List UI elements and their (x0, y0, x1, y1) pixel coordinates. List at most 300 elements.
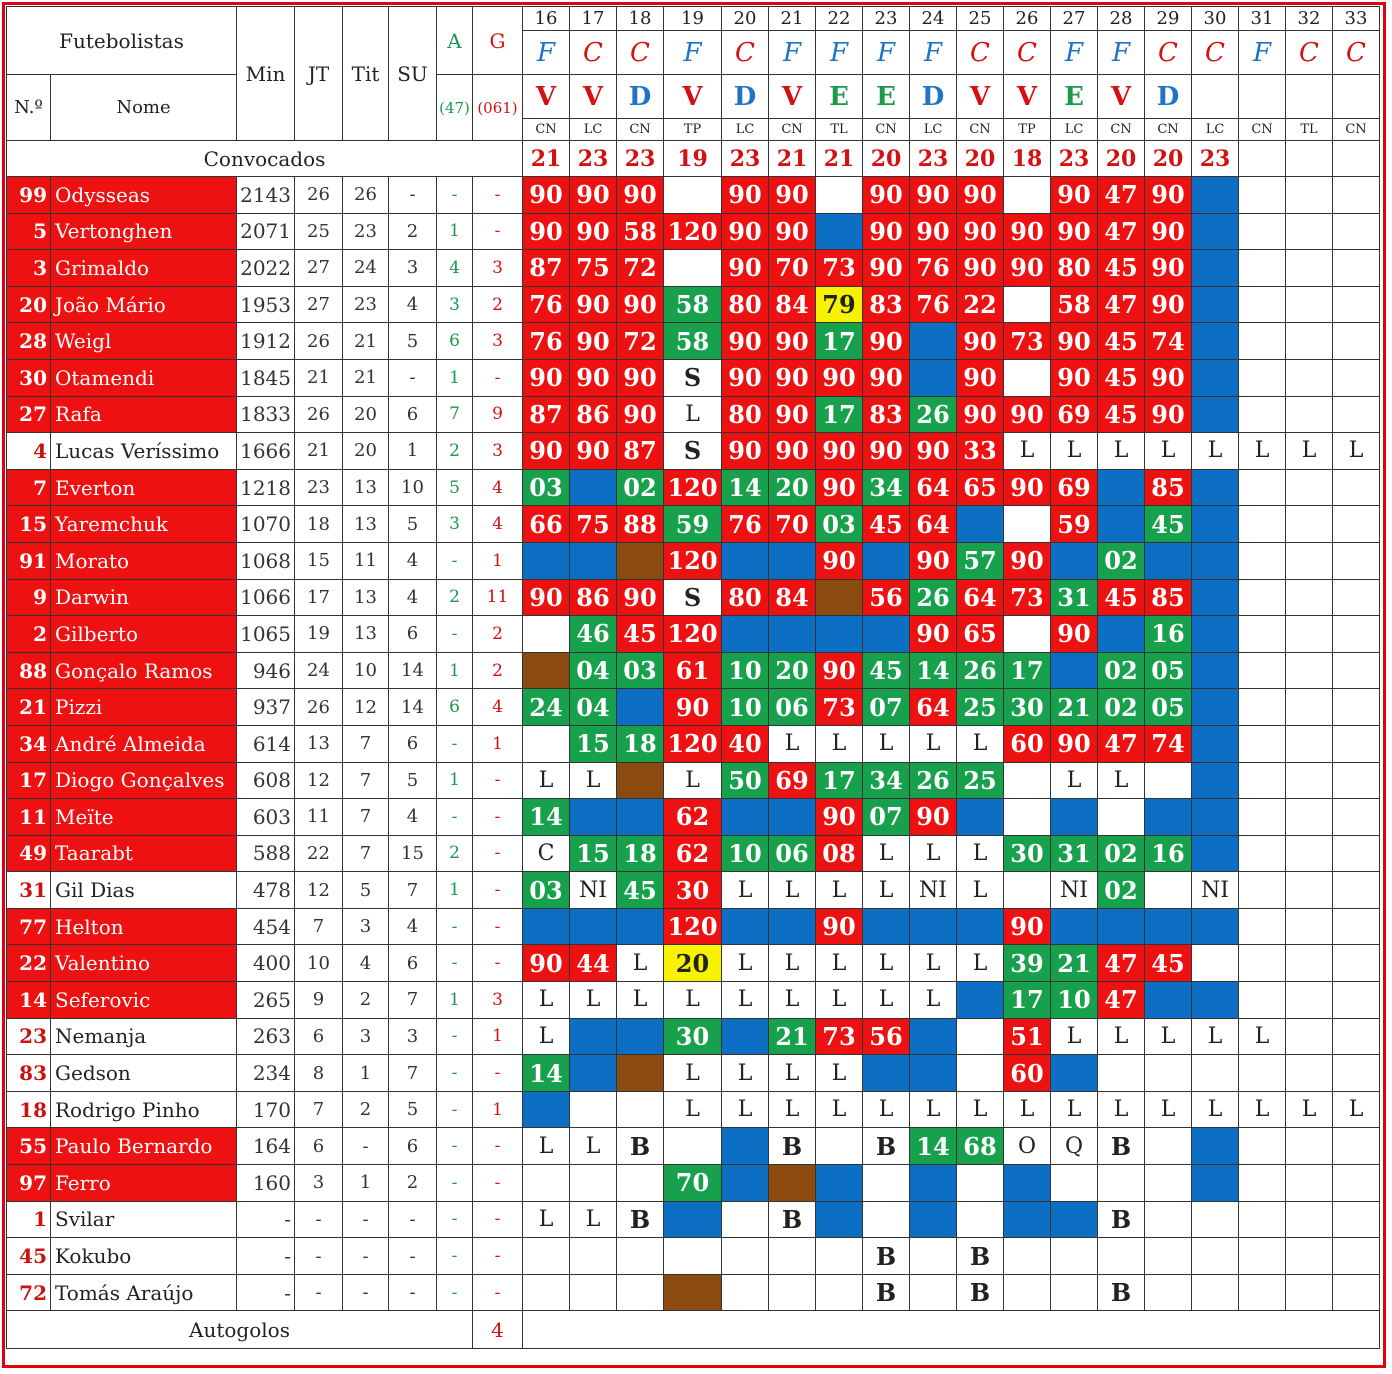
game-minutes-cell (1333, 762, 1380, 799)
game-minutes-cell: 90 (1145, 396, 1192, 433)
player-starts: 23 (343, 286, 389, 323)
player-games: - (295, 1274, 343, 1311)
game-minutes-cell (1333, 1274, 1380, 1311)
player-starts: 13 (343, 579, 389, 616)
game-minutes-cell (664, 1201, 722, 1238)
game-minutes-cell (1145, 908, 1192, 945)
game-minutes-cell (1239, 616, 1286, 653)
table-row (7, 506, 1380, 543)
game-minutes-cell: NI (1192, 872, 1239, 909)
game-minutes-cell (1098, 1165, 1145, 1202)
game-minutes-cell (1145, 1165, 1192, 1202)
player-name: Diogo Gonçalves (51, 762, 237, 799)
player-name: Lucas Veríssimo (51, 433, 237, 470)
game-minutes-cell (722, 1274, 769, 1311)
game-minutes-cell (1192, 506, 1239, 543)
game-minutes-cell (617, 762, 664, 799)
game-competition: CN (1145, 119, 1192, 141)
game-minutes-cell: 90 (1004, 908, 1051, 945)
convocados-count: 21 (523, 141, 570, 177)
player-name: André Almeida (51, 725, 237, 762)
game-minutes-cell (1004, 616, 1051, 653)
player-starts: 20 (343, 396, 389, 433)
game-minutes-cell: 02 (1098, 835, 1145, 872)
game-minutes-cell: 56 (863, 579, 910, 616)
player-starts: 20 (343, 433, 389, 470)
table-row (7, 652, 1380, 689)
game-minutes-cell (1145, 1201, 1192, 1238)
game-minutes-cell: L (769, 1055, 816, 1092)
game-minutes-cell: L (722, 982, 769, 1019)
player-games: 8 (295, 1055, 343, 1092)
table-row (7, 762, 1380, 799)
game-minutes-cell: L (722, 1091, 769, 1128)
player-name: Pizzi (51, 689, 237, 726)
game-minutes-cell: 33 (957, 433, 1004, 470)
game-minutes-cell: 90 (1004, 213, 1051, 250)
game-minutes-cell: L (523, 1201, 570, 1238)
game-minutes-cell: 90 (957, 359, 1004, 396)
game-minutes-cell: 26 (910, 579, 957, 616)
game-minutes-cell (1239, 396, 1286, 433)
game-minutes-cell: 30 (664, 1018, 722, 1055)
game-minutes-cell (1239, 908, 1286, 945)
game-minutes-cell (1004, 1274, 1051, 1311)
header-assists-total: (47) (437, 75, 473, 141)
game-venue: C (1145, 31, 1192, 75)
game-minutes-cell: L (1098, 762, 1145, 799)
player-number: 14 (7, 982, 51, 1019)
player-games: 12 (295, 872, 343, 909)
game-minutes-cell: 59 (664, 506, 722, 543)
game-minutes-cell (1192, 1274, 1239, 1311)
game-minutes-cell: L (1145, 1018, 1192, 1055)
game-minutes-cell: 20 (769, 652, 816, 689)
game-minutes-cell (722, 908, 769, 945)
player-starts: 24 (343, 250, 389, 287)
game-minutes-cell: 10 (722, 652, 769, 689)
table-row (7, 1128, 1380, 1165)
table-row (7, 213, 1380, 250)
game-minutes-cell: 03 (523, 872, 570, 909)
player-games: 12 (295, 762, 343, 799)
game-competition: CN (769, 119, 816, 141)
player-starts: - (343, 1274, 389, 1311)
game-minutes-cell: L (1051, 1091, 1098, 1128)
game-minutes-cell: 25 (957, 762, 1004, 799)
player-minutes: 478 (237, 872, 295, 909)
player-subs: 4 (389, 799, 437, 836)
player-assists: 6 (437, 323, 473, 360)
player-starts: 21 (343, 359, 389, 396)
game-minutes-cell (769, 1165, 816, 1202)
game-minutes-cell (769, 908, 816, 945)
game-minutes-cell (957, 1055, 1004, 1092)
player-subs: 10 (389, 469, 437, 506)
player-number: 5 (7, 213, 51, 250)
player-number: 20 (7, 286, 51, 323)
player-goals: - (473, 213, 523, 250)
game-minutes-cell: 08 (816, 835, 863, 872)
game-minutes-cell: B (863, 1128, 910, 1165)
player-starts: 26 (343, 177, 389, 214)
game-minutes-cell (1333, 542, 1380, 579)
game-minutes-cell: L (816, 725, 863, 762)
player-games: 13 (295, 725, 343, 762)
game-minutes-cell: 90 (769, 396, 816, 433)
player-name: Seferovic (51, 982, 237, 1019)
game-minutes-cell: 65 (957, 616, 1004, 653)
convocados-count: 23 (617, 141, 664, 177)
game-minutes-cell: 90 (863, 433, 910, 470)
game-minutes-cell (1239, 250, 1286, 287)
convocados-count: 23 (910, 141, 957, 177)
game-minutes-cell: 64 (957, 579, 1004, 616)
game-minutes-cell: 03 (617, 652, 664, 689)
game-minutes-cell: 86 (570, 396, 617, 433)
game-result: D (722, 75, 769, 119)
player-name: Gedson (51, 1055, 237, 1092)
player-goals: 3 (473, 433, 523, 470)
player-name: Helton (51, 908, 237, 945)
game-minutes-cell (1333, 945, 1380, 982)
game-minutes-cell: 83 (863, 396, 910, 433)
game-minutes-cell: 30 (1004, 835, 1051, 872)
game-minutes-cell: 16 (1145, 835, 1192, 872)
header-name: Nome (51, 75, 237, 141)
player-subs: 6 (389, 1128, 437, 1165)
convocados-count: 18 (1004, 141, 1051, 177)
game-minutes-cell: 90 (617, 286, 664, 323)
game-minutes-cell (910, 1018, 957, 1055)
player-number: 30 (7, 359, 51, 396)
game-minutes-cell: 90 (863, 177, 910, 214)
player-games: 18 (295, 506, 343, 543)
game-minutes-cell: 70 (664, 1165, 722, 1202)
game-minutes-cell: 90 (957, 213, 1004, 250)
game-minutes-cell (769, 799, 816, 836)
game-minutes-cell (1333, 1018, 1380, 1055)
player-starts: 21 (343, 323, 389, 360)
player-subs: - (389, 177, 437, 214)
game-competition: LC (570, 119, 617, 141)
game-minutes-cell: 07 (863, 799, 910, 836)
player-subs: 6 (389, 616, 437, 653)
game-minutes-cell: L (664, 396, 722, 433)
game-minutes-cell: B (957, 1238, 1004, 1275)
game-minutes-cell: 26 (910, 396, 957, 433)
player-assists: - (437, 1201, 473, 1238)
header-jt: JT (295, 7, 343, 141)
game-minutes-cell: L (769, 725, 816, 762)
game-minutes-cell: 75 (570, 250, 617, 287)
game-minutes-cell (1286, 689, 1333, 726)
game-minutes-cell (1051, 799, 1098, 836)
game-minutes-cell (1333, 1165, 1380, 1202)
player-games: 7 (295, 908, 343, 945)
player-goals: 1 (473, 1091, 523, 1128)
game-minutes-cell: B (1098, 1201, 1145, 1238)
player-goals: - (473, 872, 523, 909)
player-number: 4 (7, 433, 51, 470)
game-minutes-cell: 15 (570, 725, 617, 762)
game-minutes-cell: 85 (1145, 579, 1192, 616)
game-minutes-cell (863, 616, 910, 653)
player-assists: 2 (437, 433, 473, 470)
game-minutes-cell (1286, 1165, 1333, 1202)
game-minutes-cell (1192, 213, 1239, 250)
squad-stats-table (6, 6, 1380, 1349)
game-minutes-cell (1333, 396, 1380, 433)
table-row (7, 835, 1380, 872)
game-minutes-cell (523, 1274, 570, 1311)
player-number: 7 (7, 469, 51, 506)
game-minutes-cell (816, 616, 863, 653)
player-minutes: 1666 (237, 433, 295, 470)
player-assists: - (437, 1165, 473, 1202)
game-minutes-cell (1239, 579, 1286, 616)
game-number: 31 (1239, 7, 1286, 31)
game-result: V (664, 75, 722, 119)
player-games: 21 (295, 433, 343, 470)
game-minutes-cell (1239, 469, 1286, 506)
game-minutes-cell: 74 (1145, 725, 1192, 762)
player-games: 26 (295, 323, 343, 360)
player-name: Grimaldo (51, 250, 237, 287)
player-starts: 3 (343, 1018, 389, 1055)
game-minutes-cell: 120 (664, 616, 722, 653)
game-minutes-cell (863, 1201, 910, 1238)
player-minutes: 588 (237, 835, 295, 872)
table-row (7, 323, 1380, 360)
game-minutes-cell: 45 (617, 872, 664, 909)
game-minutes-cell: L (957, 835, 1004, 872)
player-minutes: 1070 (237, 506, 295, 543)
game-minutes-cell: L (910, 982, 957, 1019)
game-minutes-cell (1333, 799, 1380, 836)
player-name: Svilar (51, 1201, 237, 1238)
game-minutes-cell: L (523, 762, 570, 799)
game-minutes-cell (664, 1238, 722, 1275)
game-number: 20 (722, 7, 769, 31)
game-minutes-cell: 60 (1004, 725, 1051, 762)
game-minutes-cell: 45 (1098, 323, 1145, 360)
game-minutes-cell: 21 (1051, 945, 1098, 982)
game-minutes-cell: 80 (1051, 250, 1098, 287)
game-minutes-cell (1192, 616, 1239, 653)
game-minutes-cell (722, 1165, 769, 1202)
player-starts: - (343, 1201, 389, 1238)
game-minutes-cell: 90 (1145, 213, 1192, 250)
player-games: 15 (295, 542, 343, 579)
game-minutes-cell (1098, 616, 1145, 653)
player-minutes: 1953 (237, 286, 295, 323)
game-venue: C (1333, 31, 1380, 75)
game-minutes-cell (617, 908, 664, 945)
player-goals: - (473, 1274, 523, 1311)
game-minutes-cell: 80 (722, 579, 769, 616)
table-row (7, 1274, 1380, 1311)
game-minutes-cell (1239, 1201, 1286, 1238)
game-minutes-cell: L (523, 1128, 570, 1165)
table-row (7, 689, 1380, 726)
game-minutes-cell (523, 616, 570, 653)
game-minutes-cell (1192, 982, 1239, 1019)
game-result: V (769, 75, 816, 119)
game-minutes-cell: 22 (957, 286, 1004, 323)
game-minutes-cell: 90 (910, 542, 957, 579)
game-minutes-cell (1239, 835, 1286, 872)
player-number: 27 (7, 396, 51, 433)
game-minutes-cell (1004, 359, 1051, 396)
game-minutes-cell (769, 542, 816, 579)
game-minutes-cell: L (664, 1091, 722, 1128)
game-minutes-cell (570, 469, 617, 506)
game-minutes-cell: L (722, 872, 769, 909)
player-number: 28 (7, 323, 51, 360)
game-minutes-cell: 87 (617, 433, 664, 470)
player-subs: 7 (389, 982, 437, 1019)
game-minutes-cell (1286, 213, 1333, 250)
game-minutes-cell: L (1004, 433, 1051, 470)
convocados-count (1239, 141, 1286, 177)
game-minutes-cell: 14 (910, 652, 957, 689)
game-minutes-cell: 04 (570, 652, 617, 689)
game-minutes-cell: 14 (523, 1055, 570, 1092)
game-minutes-cell: L (1145, 1091, 1192, 1128)
convocados-count: 20 (1098, 141, 1145, 177)
game-minutes-cell (769, 1238, 816, 1275)
own-goals-count: 4 (473, 1311, 523, 1349)
game-minutes-cell (1286, 982, 1333, 1019)
player-games: 7 (295, 1091, 343, 1128)
table-row (7, 1201, 1380, 1238)
player-goals: 1 (473, 542, 523, 579)
table-row (7, 872, 1380, 909)
player-assists: - (437, 1274, 473, 1311)
game-minutes-cell: L (769, 1091, 816, 1128)
game-minutes-cell: 45 (863, 652, 910, 689)
game-minutes-cell: L (1098, 433, 1145, 470)
game-minutes-cell (1192, 652, 1239, 689)
player-subs: 5 (389, 762, 437, 799)
game-minutes-cell (1145, 1238, 1192, 1275)
game-minutes-cell (617, 1274, 664, 1311)
game-venue: F (910, 31, 957, 75)
game-result: E (816, 75, 863, 119)
game-minutes-cell (1004, 762, 1051, 799)
game-minutes-cell: 70 (769, 250, 816, 287)
game-minutes-cell: 64 (910, 689, 957, 726)
game-minutes-cell: 69 (769, 762, 816, 799)
game-number: 24 (910, 7, 957, 31)
game-minutes-cell: 90 (570, 323, 617, 360)
player-goals: 1 (473, 1018, 523, 1055)
game-venue: F (1098, 31, 1145, 75)
game-minutes-cell: 47 (1098, 213, 1145, 250)
game-minutes-cell: L (1051, 1018, 1098, 1055)
player-name: Rafa (51, 396, 237, 433)
game-number: 17 (570, 7, 617, 31)
convocados-label: Convocados (7, 141, 523, 177)
game-minutes-cell (1004, 872, 1051, 909)
player-goals: 1 (473, 725, 523, 762)
game-minutes-cell: 17 (816, 396, 863, 433)
convocados-count (1333, 141, 1380, 177)
game-minutes-cell: 90 (1004, 396, 1051, 433)
player-subs: 14 (389, 652, 437, 689)
player-assists: 2 (437, 835, 473, 872)
header-tit: Tit (343, 7, 389, 141)
player-minutes: 603 (237, 799, 295, 836)
game-minutes-cell: 90 (1051, 323, 1098, 360)
game-minutes-cell (722, 1201, 769, 1238)
player-name: Odysseas (51, 177, 237, 214)
game-minutes-cell (1239, 1274, 1286, 1311)
footer-empty (523, 1311, 1380, 1349)
game-minutes-cell: 45 (1145, 506, 1192, 543)
game-minutes-cell (1286, 1055, 1333, 1092)
game-minutes-cell: 30 (1004, 689, 1051, 726)
game-minutes-cell (1051, 1055, 1098, 1092)
game-minutes-cell (1239, 689, 1286, 726)
player-games: 24 (295, 652, 343, 689)
game-minutes-cell: L (816, 945, 863, 982)
game-minutes-cell (816, 1165, 863, 1202)
game-competition: LC (722, 119, 769, 141)
game-minutes-cell: S (664, 359, 722, 396)
player-minutes: 1833 (237, 396, 295, 433)
game-minutes-cell: L (910, 725, 957, 762)
game-minutes-cell (722, 1128, 769, 1165)
player-starts: - (343, 1128, 389, 1165)
game-minutes-cell: L (1192, 1018, 1239, 1055)
game-minutes-cell: 06 (769, 835, 816, 872)
game-number: 29 (1145, 7, 1192, 31)
game-minutes-cell: 90 (1051, 177, 1098, 214)
game-minutes-cell: B (769, 1201, 816, 1238)
game-minutes-cell (1239, 1128, 1286, 1165)
game-minutes-cell (1098, 1238, 1145, 1275)
game-minutes-cell: L (1004, 1091, 1051, 1128)
game-minutes-cell: 45 (1098, 396, 1145, 433)
game-venue: F (769, 31, 816, 75)
player-goals: 3 (473, 323, 523, 360)
game-venue: F (664, 31, 722, 75)
header-goals: G (473, 7, 523, 75)
player-name: Kokubo (51, 1238, 237, 1275)
game-minutes-cell: 73 (1004, 579, 1051, 616)
game-minutes-cell: 90 (769, 177, 816, 214)
player-subs: 4 (389, 542, 437, 579)
game-minutes-cell: 90 (722, 323, 769, 360)
player-games: 25 (295, 213, 343, 250)
game-number: 16 (523, 7, 570, 31)
game-minutes-cell: L (1333, 433, 1380, 470)
table-row (7, 799, 1380, 836)
game-minutes-cell: 70 (769, 506, 816, 543)
player-starts: 7 (343, 835, 389, 872)
game-minutes-cell: 85 (1145, 469, 1192, 506)
game-minutes-cell: 02 (1098, 542, 1145, 579)
game-minutes-cell: 02 (1098, 652, 1145, 689)
game-venue: F (1051, 31, 1098, 75)
player-assists: 1 (437, 872, 473, 909)
game-minutes-cell: 10 (1051, 982, 1098, 1019)
game-number: 26 (1004, 7, 1051, 31)
game-minutes-cell: 90 (816, 799, 863, 836)
player-number: 31 (7, 872, 51, 909)
